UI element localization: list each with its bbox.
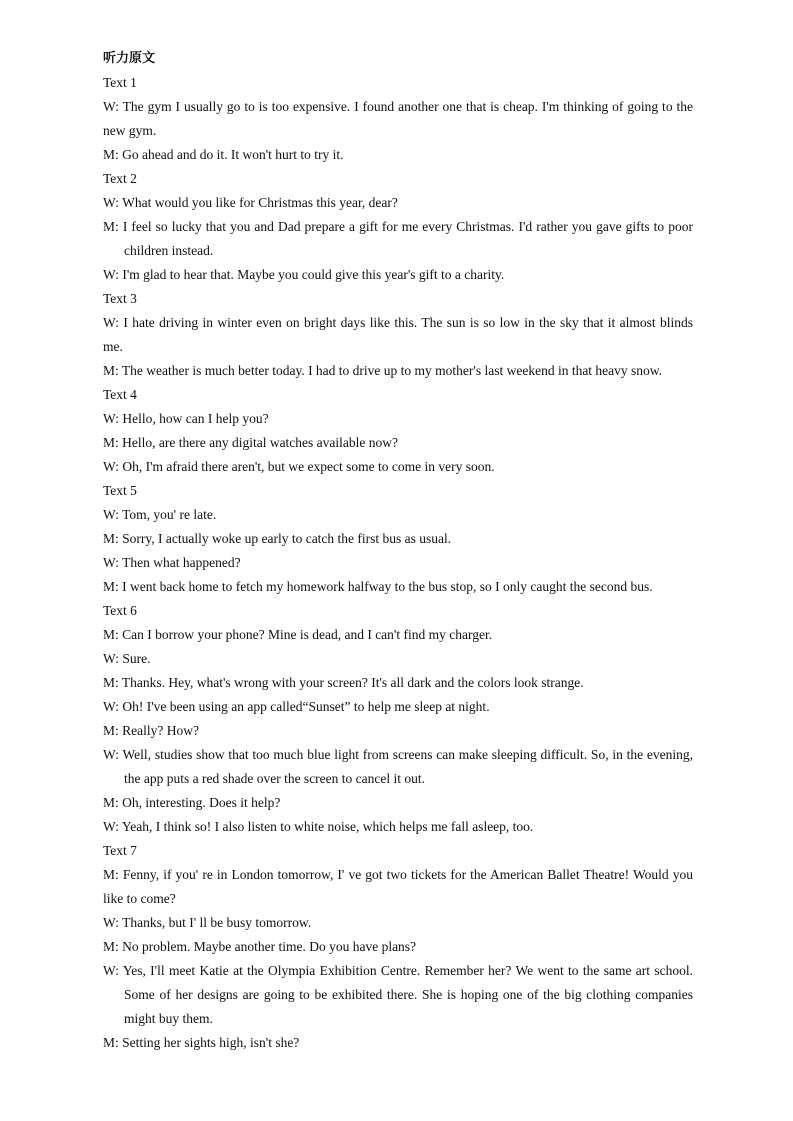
dialogue-line: W: Sure. bbox=[103, 651, 151, 666]
text-label: Text 4 bbox=[103, 387, 137, 402]
text-section bbox=[103, 71, 693, 167]
text-section bbox=[103, 287, 693, 383]
dialogue-line: W: I hate driving in winter even on bright days like this. The sun is so low in the sky that it almost blinds me. bbox=[103, 315, 693, 354]
dialogue-line: M: Sorry, I actually woke up early to catch the first bus as usual. bbox=[103, 531, 452, 546]
dialogue-line: M: Hello, are there any digital watches available now? bbox=[103, 435, 399, 450]
text-label: Text 1 bbox=[103, 75, 137, 90]
dialogue-line: W: Oh! I've been using an app called“Sunset” to help me sleep at night. bbox=[103, 699, 490, 714]
dialogue-line: W: I'm glad to hear that. Maybe you could give this year's gift to a charity. bbox=[103, 267, 505, 282]
text-label: Text 7 bbox=[103, 843, 137, 858]
text-label: Text 5 bbox=[103, 483, 137, 498]
dialogue-line: M: Setting her sights high, isn't she? bbox=[103, 1035, 300, 1050]
dialogue-line: M: I went back home to fetch my homework halfway to the bus stop, so I only caught the second bus. bbox=[103, 579, 653, 594]
page-heading: 听力原文 bbox=[103, 51, 156, 66]
dialogue-line: M: Fenny, if you' re in London tomorrow, I' ve got two tickets for the American Ballet Theatre! Would you like to come? bbox=[103, 867, 693, 906]
dialogue-line: W: Yeah, I think so! I also listen to white noise, which helps me fall asleep, too. bbox=[103, 819, 534, 834]
dialogue-line: M: Oh, interesting. Does it help? bbox=[103, 795, 281, 810]
transcript-sections bbox=[103, 71, 693, 1055]
text-section bbox=[103, 383, 693, 479]
dialogue-line: M: The weather is much better today. I had to drive up to my mother's last weekend in that heavy snow. bbox=[103, 363, 663, 378]
dialogue-line: W: Hello, how can I help you? bbox=[103, 411, 269, 426]
dialogue-line: W: Well, studies show that too much blue light from screens can make sleeping difficult. So, in the evening, the app puts a red shade over the screen to cancel it out. bbox=[103, 747, 693, 786]
text-section bbox=[103, 167, 693, 287]
dialogue-line: M: Go ahead and do it. It won't hurt to try it. bbox=[103, 147, 344, 162]
text-label: Text 2 bbox=[103, 171, 137, 186]
dialogue-line: M: Really? How? bbox=[103, 723, 199, 738]
text-section bbox=[103, 839, 693, 1055]
dialogue-line: W: Then what happened? bbox=[103, 555, 241, 570]
dialogue-line: W: What would you like for Christmas this year, dear? bbox=[103, 195, 398, 210]
dialogue-line: W: Yes, I'll meet Katie at the Olympia Exhibition Centre. Remember her? We went to the same art school. Some of her designs are going to be exhibited there. She is hoping one of the big clothing companies might buy them. bbox=[103, 963, 693, 1026]
dialogue-line: W: Thanks, but I' ll be busy tomorrow. bbox=[103, 915, 312, 930]
dialogue-line: W: Oh, I'm afraid there aren't, but we expect some to come in very soon. bbox=[103, 459, 495, 474]
text-section bbox=[103, 479, 693, 599]
dialogue-line: M: Thanks. Hey, what's wrong with your screen? It's all dark and the colors look strange. bbox=[103, 675, 584, 690]
dialogue-line: M: Can I borrow your phone? Mine is dead, and I can't find my charger. bbox=[103, 627, 493, 642]
dialogue-line: M: I feel so lucky that you and Dad prepare a gift for me every Christmas. I'd rather you gave gifts to poor children instead. bbox=[103, 219, 693, 258]
text-label: Text 3 bbox=[103, 291, 137, 306]
dialogue-line: M: No problem. Maybe another time. Do you have plans? bbox=[103, 939, 417, 954]
dialogue-line: W: Tom, you' re late. bbox=[103, 507, 217, 522]
text-section bbox=[103, 599, 693, 839]
text-label: Text 6 bbox=[103, 603, 137, 618]
transcript-body bbox=[103, 47, 693, 1055]
dialogue-line: W: The gym I usually go to is too expensive. I found another one that is cheap. I'm thinking of going to the new gym. bbox=[103, 99, 693, 138]
